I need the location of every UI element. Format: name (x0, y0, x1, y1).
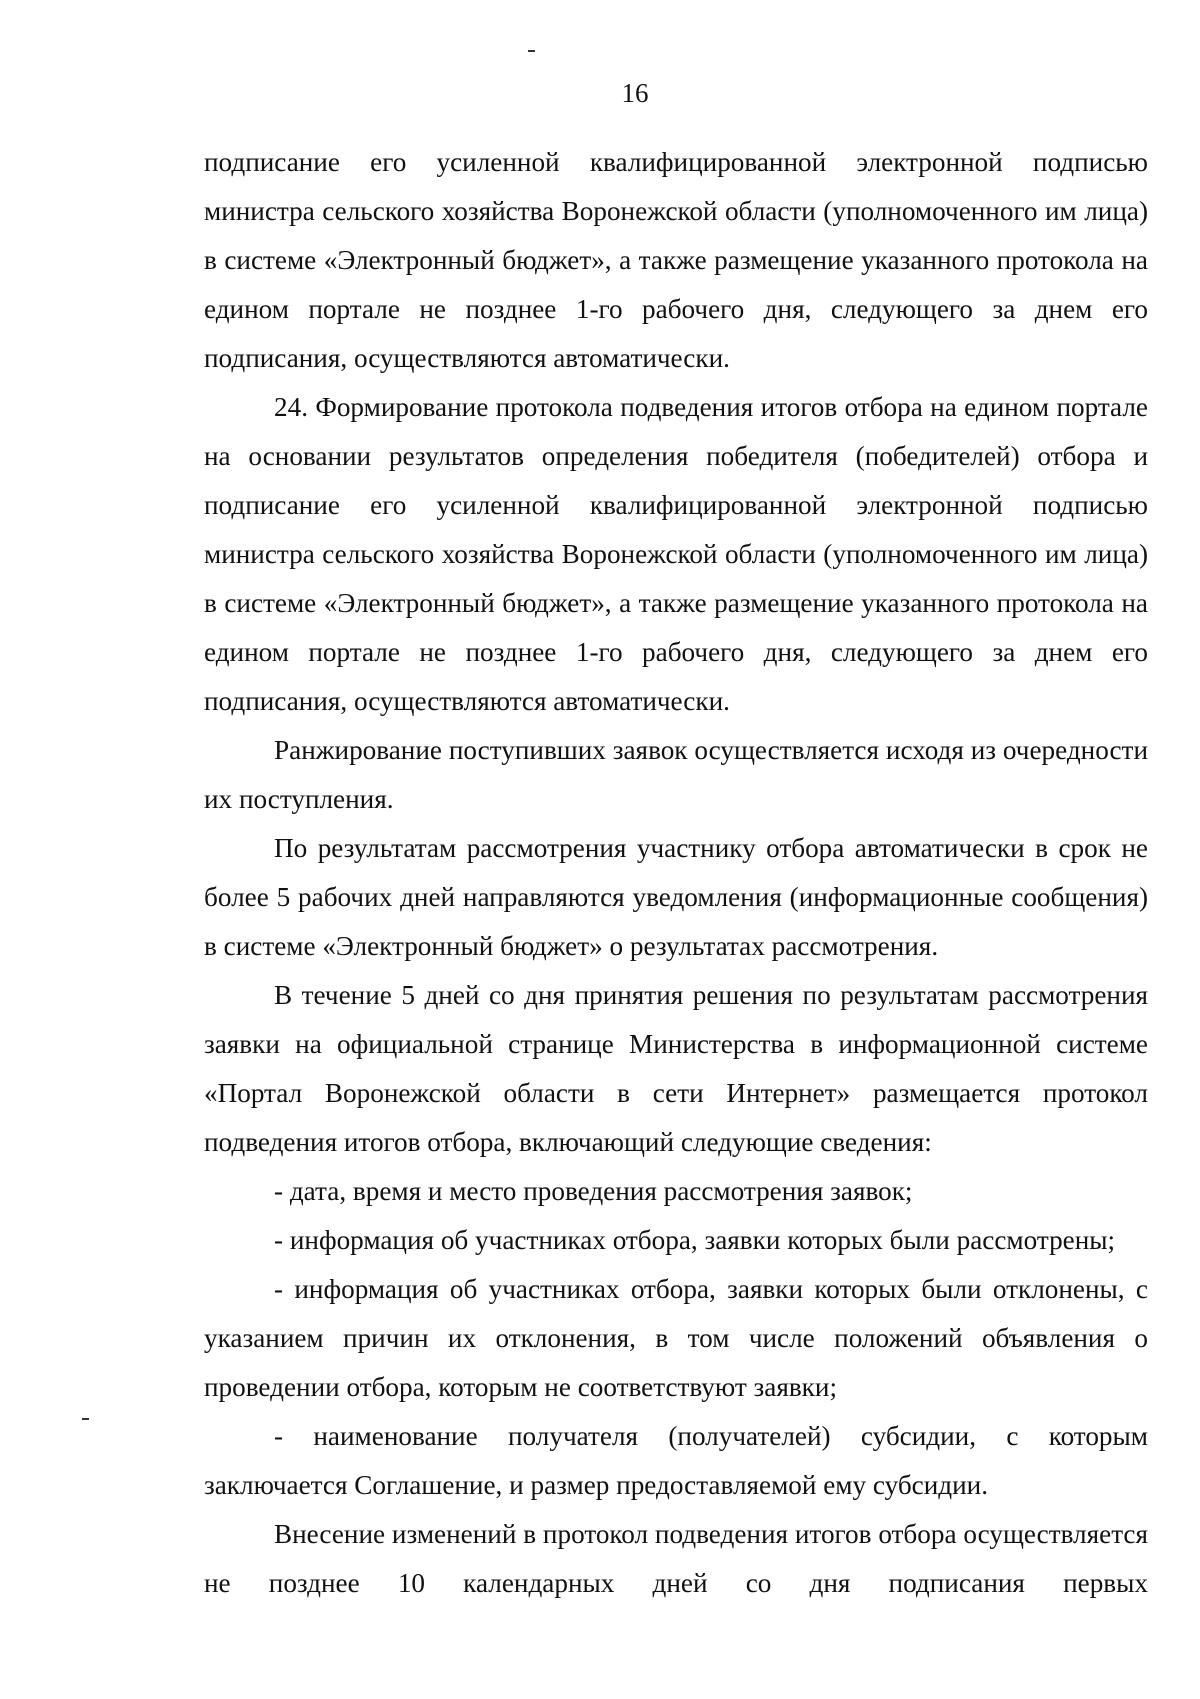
paragraph-protocol-publication: В течение 5 дней со дня принятия решения по результатам рассмотрения заявки на официальной странице Министерства в информационной системе «Портал Воронежской области в сети Интернет» размещается протокол подведения итогов отбора, включающий следующие сведения: (204, 980, 1148, 1157)
scan-mark-top (528, 50, 535, 52)
list-item-date-time-place: - дата, время и место проведения рассмотрения заявок; (274, 1176, 913, 1206)
paragraph-24: 24. Формирование протокола подведения итогов отбора на едином портале на основании результатов определения победителя (победителей) отбора и подписание его усиленной квалифицированной электронной подписью министра сельского хозяйства Воронежской области (уполномоченного им лица) в системе «Электронный бюджет», а также размещение указанного протокола на едином портале не позднее 1-го рабочего дня, следующего за днем его подписания, осуществляются автоматически. (204, 392, 1148, 716)
paragraph-protocol-changes: Внесение изменений в протокол подведения итогов отбора осуществляется не позднее 10 календарных дней со дня подписания первых (204, 1519, 1148, 1598)
paragraph-notifications: По результатам рассмотрения участнику отбора автоматически в срок не более 5 рабочих дней направляются уведомления (информационные сообщения) в системе «Электронный бюджет» о результатах рассмотрения. (204, 833, 1148, 961)
list-item-reviewed-applications: - информация об участниках отбора, заявки которых были рассмотрены; (274, 1225, 1116, 1255)
paragraph-continuation: подписание его усиленной квалифицированной электронной подписью министра сельского хозяйства Воронежской области (уполномоченного им лица) в системе «Электронный бюджет», а также размещение указанного протокола на едином портале не позднее 1-го рабочего дня, следующего за днем его подписания, осуществляются автоматически. (204, 147, 1148, 373)
list-item-rejected-applications: - информация об участниках отбора, заявки которых были отклонены, с указанием причин их отклонения, в том числе положений объявления о проведении отбора, которым не соответствуют заявки; (204, 1274, 1148, 1402)
page-number: 16 (621, 78, 649, 108)
document-body (204, 138, 1148, 1608)
list-item-recipient-name: - наименование получателя (получателей) субсидии, с которым заключается Соглашение, и размер предоставляемой ему субсидии. (204, 1421, 1148, 1500)
scan-mark-left (82, 1418, 89, 1420)
paragraph-ranking: Ранжирование поступивших заявок осуществляется исходя из очередности их поступления. (204, 735, 1148, 814)
